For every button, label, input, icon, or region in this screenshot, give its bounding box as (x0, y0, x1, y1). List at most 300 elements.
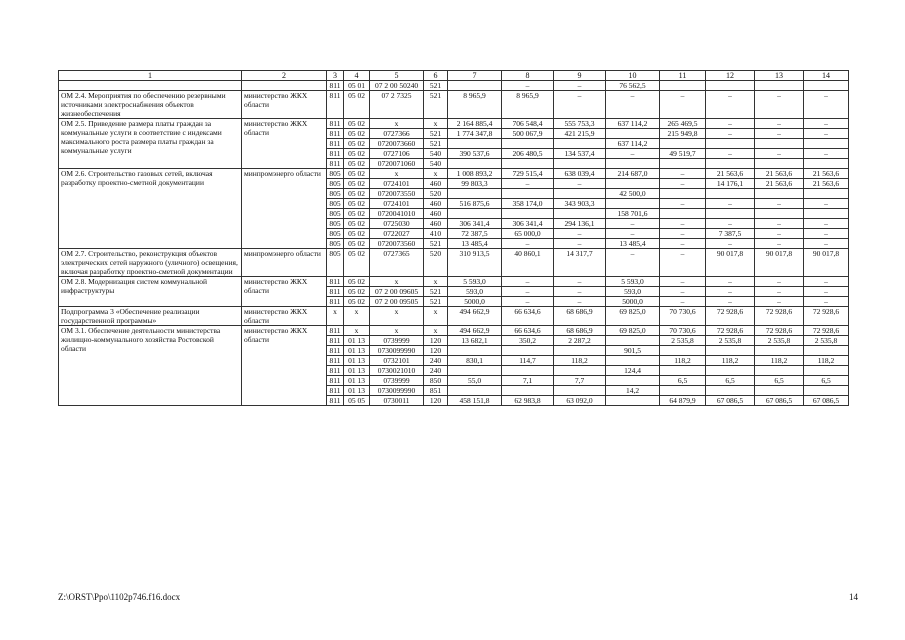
value-cell: 706 548,4 (502, 119, 554, 129)
value-cell: – (755, 119, 804, 129)
value-cell: – (804, 91, 849, 119)
value-cell: 114,7 (502, 356, 554, 366)
value-cell: 70 730,6 (660, 326, 706, 336)
value-cell: 811 (327, 336, 344, 346)
value-cell (755, 189, 804, 199)
value-cell: 5000,0 (606, 297, 660, 307)
value-cell: 460 (424, 219, 448, 229)
value-cell: 811 (327, 277, 344, 287)
value-cell: 05 02 (344, 229, 370, 239)
value-cell: 05 01 (344, 81, 370, 91)
value-cell (606, 199, 660, 209)
value-cell: – (706, 287, 755, 297)
value-cell: 40 860,1 (502, 249, 554, 277)
value-cell: 120 (424, 336, 448, 346)
value-cell: 805 (327, 249, 344, 277)
value-cell: – (660, 297, 706, 307)
value-cell: 1 008 893,2 (448, 169, 502, 179)
value-cell: 729 515,4 (502, 169, 554, 179)
value-cell: 805 (327, 189, 344, 199)
value-cell: 215 949,8 (660, 129, 706, 139)
value-cell: х (370, 307, 424, 326)
value-cell: 65 000,0 (502, 229, 554, 239)
value-cell (502, 139, 554, 149)
value-cell (606, 356, 660, 366)
value-cell: – (502, 297, 554, 307)
header-cell: 10 (606, 71, 660, 81)
value-cell: 0725030 (370, 219, 424, 229)
value-cell: 05 02 (344, 287, 370, 297)
value-cell: 5 593,0 (606, 277, 660, 287)
value-cell: – (755, 297, 804, 307)
value-cell (606, 396, 660, 406)
value-cell: 350,2 (502, 336, 554, 346)
value-cell: 67 086,5 (804, 396, 849, 406)
value-cell (448, 346, 502, 356)
table-row (59, 119, 849, 129)
value-cell: – (502, 239, 554, 249)
value-cell: 811 (327, 139, 344, 149)
value-cell: – (804, 199, 849, 209)
value-cell (606, 336, 660, 346)
value-cell (804, 386, 849, 396)
value-cell: 05 02 (344, 189, 370, 199)
value-cell: 805 (327, 239, 344, 249)
value-cell: х (370, 326, 424, 336)
value-cell: 811 (327, 376, 344, 386)
value-cell: – (755, 199, 804, 209)
value-cell (554, 139, 606, 149)
executor-cell (242, 81, 327, 91)
value-cell: – (554, 287, 606, 297)
value-cell: – (755, 129, 804, 139)
value-cell: 05 02 (344, 91, 370, 119)
table-row (59, 307, 849, 326)
value-cell: – (804, 297, 849, 307)
value-cell: х (370, 169, 424, 179)
value-cell (554, 159, 606, 169)
value-cell: 805 (327, 229, 344, 239)
value-cell: 7,7 (554, 376, 606, 386)
value-cell: х (344, 326, 370, 336)
value-cell: 358 174,0 (502, 199, 554, 209)
executor-cell: министерство ЖКХ области (242, 307, 327, 326)
value-cell: – (660, 229, 706, 239)
value-cell (755, 159, 804, 169)
executor-cell: министерство ЖКХ области (242, 326, 327, 406)
value-cell: – (554, 229, 606, 239)
value-cell (755, 346, 804, 356)
value-cell: – (706, 277, 755, 287)
value-cell: – (706, 199, 755, 209)
value-cell: х (424, 119, 448, 129)
value-cell (502, 159, 554, 169)
value-cell: 118,2 (804, 356, 849, 366)
value-cell: 67 086,5 (755, 396, 804, 406)
value-cell: 811 (327, 119, 344, 129)
value-cell: 0724101 (370, 179, 424, 189)
value-cell: 638 039,4 (554, 169, 606, 179)
value-cell: – (706, 297, 755, 307)
value-cell: – (804, 287, 849, 297)
value-cell: 72 928,6 (804, 326, 849, 336)
value-cell: 13 485,4 (448, 239, 502, 249)
value-cell: 05 02 (344, 159, 370, 169)
value-cell (660, 159, 706, 169)
value-cell: 21 563,6 (804, 179, 849, 189)
value-cell: 62 983,8 (502, 396, 554, 406)
value-cell: – (755, 219, 804, 229)
value-cell: 21 563,6 (804, 169, 849, 179)
value-cell: 69 825,0 (606, 326, 660, 336)
value-cell (804, 366, 849, 376)
value-cell: 01 13 (344, 386, 370, 396)
value-cell (804, 189, 849, 199)
value-cell: 0730011 (370, 396, 424, 406)
value-cell (660, 366, 706, 376)
value-cell: 494 662,9 (448, 307, 502, 326)
value-cell: 0720041010 (370, 209, 424, 219)
value-cell (660, 189, 706, 199)
value-cell (660, 386, 706, 396)
executor-cell: министерство ЖКХ области (242, 277, 327, 307)
value-cell: х (424, 169, 448, 179)
value-cell: 66 634,6 (502, 307, 554, 326)
value-cell: 0739999 (370, 376, 424, 386)
value-cell: – (660, 179, 706, 189)
value-cell: 850 (424, 376, 448, 386)
value-cell: 01 13 (344, 366, 370, 376)
value-cell: 72 928,6 (755, 307, 804, 326)
header-cell: 1 (59, 71, 242, 81)
value-cell: х (370, 277, 424, 287)
table-row (59, 326, 849, 336)
value-cell: 0727106 (370, 149, 424, 159)
value-cell: 01 13 (344, 376, 370, 386)
value-cell (606, 179, 660, 189)
value-cell (804, 139, 849, 149)
value-cell (755, 81, 804, 91)
value-cell: – (804, 129, 849, 139)
value-cell: х (424, 277, 448, 287)
value-cell: х (370, 119, 424, 129)
value-cell: 214 687,0 (606, 169, 660, 179)
program-name-cell: ОМ 3.1. Обеспечение деятельности министерства жилищно-коммунального хозяйства Ростовской области (59, 326, 242, 406)
value-cell: 0722027 (370, 229, 424, 239)
value-cell: – (606, 91, 660, 119)
value-cell: – (660, 287, 706, 297)
value-cell: 637 114,2 (606, 119, 660, 129)
value-cell: 805 (327, 209, 344, 219)
value-cell: 120 (424, 346, 448, 356)
program-name-cell: ОМ 2.8. Модернизация систем коммунальной инфраструктуры (59, 277, 242, 307)
value-cell: – (804, 277, 849, 287)
value-cell: 07 2 00 50240 (370, 81, 424, 91)
value-cell: 2 287,2 (554, 336, 606, 346)
value-cell: 1 774 347,8 (448, 129, 502, 139)
value-cell (706, 189, 755, 199)
value-cell: – (660, 239, 706, 249)
value-cell (606, 129, 660, 139)
value-cell (706, 139, 755, 149)
value-cell: 0720073660 (370, 139, 424, 149)
value-cell (706, 346, 755, 356)
value-cell: 521 (424, 139, 448, 149)
value-cell: 14,2 (606, 386, 660, 396)
value-cell: 811 (327, 81, 344, 91)
value-cell: 811 (327, 297, 344, 307)
value-cell: 72 928,6 (706, 307, 755, 326)
value-cell: – (606, 229, 660, 239)
value-cell: 7,1 (502, 376, 554, 386)
value-cell: 63 092,0 (554, 396, 606, 406)
value-cell: 521 (424, 297, 448, 307)
table-row (59, 249, 849, 277)
value-cell (660, 346, 706, 356)
value-cell: 811 (327, 129, 344, 139)
value-cell: 72 387,5 (448, 229, 502, 239)
value-cell: 516 875,6 (448, 199, 502, 209)
value-cell: 460 (424, 209, 448, 219)
value-cell: 05 02 (344, 179, 370, 189)
value-cell: 811 (327, 91, 344, 119)
value-cell: 458 151,8 (448, 396, 502, 406)
value-cell: 158 701,6 (606, 209, 660, 219)
value-cell: 811 (327, 159, 344, 169)
value-cell: 0727365 (370, 249, 424, 277)
value-cell: 01 13 (344, 346, 370, 356)
value-cell: 460 (424, 199, 448, 209)
value-cell (554, 209, 606, 219)
executor-cell: министерство ЖКХ области (242, 119, 327, 169)
header-cell: 14 (804, 71, 849, 81)
value-cell: 124,4 (606, 366, 660, 376)
value-cell (755, 386, 804, 396)
value-cell: 67 086,5 (706, 396, 755, 406)
value-cell (502, 209, 554, 219)
value-cell (706, 81, 755, 91)
page-number: 14 (849, 592, 858, 602)
value-cell: – (755, 239, 804, 249)
value-cell (755, 366, 804, 376)
executor-cell: минпромэнерго области (242, 169, 327, 249)
table-row (59, 81, 849, 91)
value-cell: 805 (327, 199, 344, 209)
value-cell: 500 067,9 (502, 129, 554, 139)
value-cell: х (424, 326, 448, 336)
value-cell: 6,5 (804, 376, 849, 386)
value-cell: 2 535,8 (804, 336, 849, 346)
value-cell: 521 (424, 287, 448, 297)
value-cell: 120 (424, 396, 448, 406)
value-cell: х (327, 307, 344, 326)
value-cell: 306 341,4 (448, 219, 502, 229)
value-cell: – (804, 149, 849, 159)
value-cell: 240 (424, 366, 448, 376)
value-cell: 0730099990 (370, 346, 424, 356)
value-cell: 55,0 (448, 376, 502, 386)
value-cell: – (804, 119, 849, 129)
value-cell: 0739999 (370, 336, 424, 346)
value-cell (706, 366, 755, 376)
value-cell: – (706, 129, 755, 139)
value-cell: 460 (424, 179, 448, 189)
value-cell: 5000,0 (448, 297, 502, 307)
value-cell (554, 346, 606, 356)
value-cell: 118,2 (554, 356, 606, 366)
value-cell: – (554, 297, 606, 307)
value-cell: – (554, 81, 606, 91)
value-cell: 343 903,3 (554, 199, 606, 209)
value-cell: 805 (327, 219, 344, 229)
value-cell: 05 02 (344, 277, 370, 287)
value-cell: 07 2 7325 (370, 91, 424, 119)
table-body (59, 81, 849, 406)
table-row (59, 277, 849, 287)
value-cell: 76 562,5 (606, 81, 660, 91)
value-cell: 90 017,8 (755, 249, 804, 277)
value-cell: 811 (327, 326, 344, 336)
value-cell (448, 209, 502, 219)
value-cell: 0727366 (370, 129, 424, 139)
value-cell: 310 913,5 (448, 249, 502, 277)
value-cell: 13 682,1 (448, 336, 502, 346)
value-cell: 851 (424, 386, 448, 396)
value-cell: – (755, 287, 804, 297)
value-cell: – (755, 277, 804, 287)
program-name-cell: Подпрограмма 3 «Обеспечение реализации государственной программы» (59, 307, 242, 326)
program-name-cell (59, 81, 242, 91)
executor-cell: министерство ЖКХ области (242, 91, 327, 119)
value-cell: 8 965,9 (502, 91, 554, 119)
value-cell: – (502, 81, 554, 91)
program-name-cell: ОМ 2.7. Строительство, реконструкция объектов электрических сетей наружного (уличного) освещения, включая разработку проектно-сметной документации (59, 249, 242, 277)
value-cell: 68 686,9 (554, 326, 606, 336)
value-cell: 6,5 (755, 376, 804, 386)
value-cell: 05 02 (344, 239, 370, 249)
value-cell: – (554, 91, 606, 119)
value-cell: 2 164 885,4 (448, 119, 502, 129)
header-cell: 7 (448, 71, 502, 81)
value-cell: 0724101 (370, 199, 424, 209)
value-cell (448, 366, 502, 376)
value-cell: 521 (424, 81, 448, 91)
table-row (59, 91, 849, 119)
value-cell: 68 686,9 (554, 307, 606, 326)
value-cell (448, 81, 502, 91)
value-cell: 05 02 (344, 139, 370, 149)
value-cell: – (660, 199, 706, 209)
value-cell: 265 469,5 (660, 119, 706, 129)
value-cell: 811 (327, 287, 344, 297)
value-cell: 72 928,6 (804, 307, 849, 326)
value-cell: 521 (424, 129, 448, 139)
value-cell: 05 05 (344, 396, 370, 406)
header-cell: 5 (370, 71, 424, 81)
header-cell: 11 (660, 71, 706, 81)
value-cell: 49 519,7 (660, 149, 706, 159)
value-cell: – (554, 239, 606, 249)
value-cell: 134 537,4 (554, 149, 606, 159)
value-cell: – (755, 91, 804, 119)
value-cell (448, 159, 502, 169)
value-cell: 520 (424, 189, 448, 199)
value-cell: 0720073550 (370, 189, 424, 199)
value-cell: 2 535,8 (660, 336, 706, 346)
value-cell: 521 (424, 91, 448, 119)
value-cell: – (502, 179, 554, 189)
value-cell (706, 386, 755, 396)
value-cell: 05 02 (344, 199, 370, 209)
value-cell: 294 136,1 (554, 219, 606, 229)
value-cell (502, 386, 554, 396)
value-cell: 410 (424, 229, 448, 239)
value-cell: 811 (327, 346, 344, 356)
value-cell: 05 02 (344, 149, 370, 159)
value-cell (606, 376, 660, 386)
value-cell: 206 480,5 (502, 149, 554, 159)
value-cell: 118,2 (706, 356, 755, 366)
value-cell (448, 139, 502, 149)
value-cell: – (660, 249, 706, 277)
footer-file-path: Z:\ORST\Ppo\1102p746.f16.docx (58, 592, 181, 602)
value-cell: х (344, 307, 370, 326)
value-cell (502, 366, 554, 376)
value-cell: – (606, 219, 660, 229)
program-name-cell: ОМ 2.5. Приведение размера платы граждан за коммунальные услуги в соответствие с индексами максимального роста размера платы граждан за коммунальные услуги (59, 119, 242, 169)
value-cell: 521 (424, 239, 448, 249)
value-cell: 811 (327, 366, 344, 376)
value-cell (502, 346, 554, 356)
value-cell: 05 02 (344, 219, 370, 229)
table-row (59, 169, 849, 179)
value-cell (554, 386, 606, 396)
value-cell: 21 563,6 (755, 169, 804, 179)
header-row (59, 71, 849, 81)
value-cell: – (706, 119, 755, 129)
value-cell: – (706, 219, 755, 229)
value-cell: – (502, 287, 554, 297)
executor-cell: минпромэнерго области (242, 249, 327, 277)
value-cell: 0730099990 (370, 386, 424, 396)
value-cell: 05 02 (344, 119, 370, 129)
value-cell: – (606, 249, 660, 277)
value-cell: – (660, 219, 706, 229)
value-cell: – (706, 239, 755, 249)
value-cell: 421 215,9 (554, 129, 606, 139)
value-cell: 99 803,3 (448, 179, 502, 189)
value-cell: 64 879,9 (660, 396, 706, 406)
value-cell: 637 114,2 (606, 139, 660, 149)
value-cell (554, 366, 606, 376)
value-cell: 14 176,1 (706, 179, 755, 189)
value-cell (554, 189, 606, 199)
value-cell: – (502, 277, 554, 287)
value-cell (706, 209, 755, 219)
value-cell (804, 81, 849, 91)
value-cell: х (424, 307, 448, 326)
value-cell: – (755, 229, 804, 239)
value-cell: 811 (327, 396, 344, 406)
value-cell: 72 928,6 (755, 326, 804, 336)
value-cell: 811 (327, 356, 344, 366)
value-cell: 805 (327, 169, 344, 179)
value-cell: 0720073560 (370, 239, 424, 249)
value-cell: 2 535,8 (755, 336, 804, 346)
value-cell: 811 (327, 149, 344, 159)
value-cell: 05 02 (344, 297, 370, 307)
value-cell: 901,5 (606, 346, 660, 356)
